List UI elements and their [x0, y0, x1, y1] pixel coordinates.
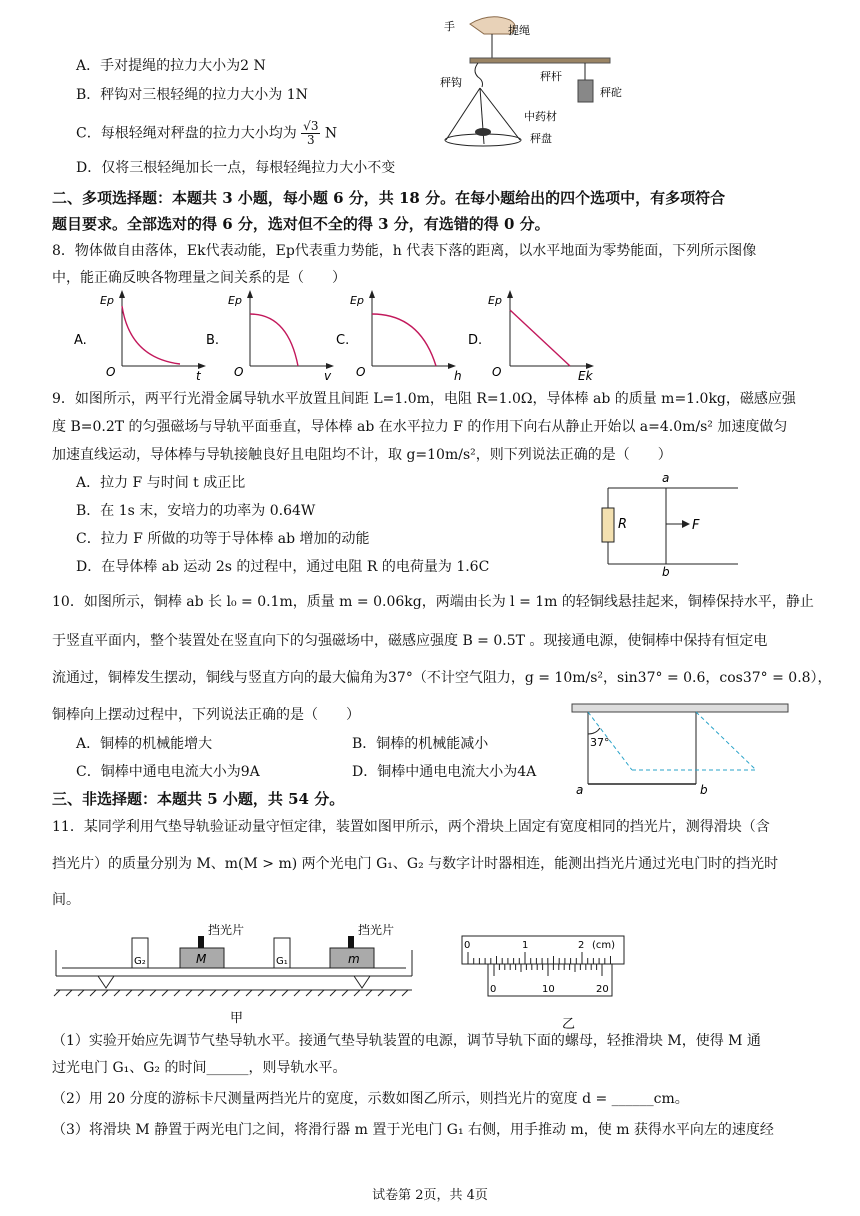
graph-c-curve	[372, 314, 436, 366]
q7-option-c-fraction: $\frac{√3}{3}$	[303, 119, 319, 147]
q8-graphs	[70, 288, 630, 384]
q10-option-b: B．铜棒的机械能减小	[352, 736, 489, 752]
graph-d-line	[510, 310, 570, 366]
svg-text:G₁: G₁	[276, 956, 288, 967]
q11-part2: （2）用 20 分度的游标卡尺测量两挡光片的宽度，示数如图乙所示，则挡光片的宽度 d = ______cm。	[52, 1091, 689, 1107]
q11-line1: 11．某同学利用气垫导轨验证动量守恒定律，装置如图甲所示，两个滑块上固定有宽度相同的挡光片，测得滑块（含	[52, 819, 770, 835]
q11-part1-line2: 过光电门 G₁、G₂ 的时间______，则导轨水平。	[52, 1060, 347, 1076]
page-footer: 试卷第 2页，共 4页	[372, 1188, 488, 1203]
svg-text:甲: 甲	[230, 1011, 244, 1026]
svg-text:37°: 37°	[590, 736, 610, 749]
air-track-figure-jia	[52, 922, 424, 1030]
q9-option-a: A．拉力 F 与时间 t 成正比	[76, 475, 246, 491]
q7-option-c-text: C．每根轻绳对秤盘的拉力大小均为	[76, 125, 297, 142]
q11-line3: 间。	[52, 892, 80, 908]
q10-option-a: A．铜棒的机械能增大	[76, 736, 213, 752]
svg-text:乙: 乙	[562, 1017, 576, 1032]
q9-circuit-figure	[596, 468, 746, 578]
svg-text:O: O	[106, 365, 116, 379]
svg-text:b: b	[700, 783, 708, 797]
label-hook: 秤钩	[440, 76, 462, 89]
q9-option-d: D．在导体棒 ab 运动 2s 的过程中，通过电阻 R 的电荷量为 1.6C	[76, 559, 490, 575]
ceiling	[572, 704, 788, 712]
svg-text:F: F	[692, 518, 700, 533]
label-herb: 中药材	[524, 110, 557, 123]
svg-text:Ep: Ep	[228, 294, 242, 307]
q8-line1: 8．物体做自由落体，Ek代表动能，Ep代表重力势能，h 代表下落的距离，以水平地面为零势能面，下列所示图像	[52, 243, 757, 259]
herb-shape	[475, 128, 491, 136]
steelyard-figure	[440, 4, 660, 154]
svg-text:挡光片: 挡光片	[208, 923, 245, 937]
q11-part1-line1: （1）实验开始应先调节气垫导轨水平。接通气垫导轨装置的电源，调节导轨下面的螺母，轻推滑块 M，使得 M 通	[52, 1033, 761, 1049]
weight-rect	[578, 80, 593, 102]
svg-text:t: t	[196, 369, 201, 383]
q10-option-d: D．铜棒中通电电流大小为4A	[352, 764, 537, 780]
svg-text:0: 0	[490, 984, 497, 995]
svg-text:挡光片: 挡光片	[358, 923, 395, 937]
svg-text:h: h	[454, 369, 462, 383]
svg-text:D.: D.	[468, 333, 483, 348]
q10-line2: 于竖直平面内，整个装置处在竖直向下的匀强磁场中，磁感应强度 B = 0.5T 。现接通电源，使铜棒中保持有恒定电	[52, 633, 768, 649]
svg-text:a: a	[576, 783, 584, 797]
svg-text:O: O	[234, 365, 244, 379]
vernier-figure-yi	[458, 934, 628, 1032]
q7-option-c	[76, 120, 337, 147]
graph-a-curve	[122, 306, 180, 364]
q9-option-b: B．在 1s 末，安培力的功率为 0.64W	[76, 503, 316, 519]
q7-option-a: A．手对提绳的拉力大小为2 N	[76, 58, 266, 74]
graph-b-curve	[250, 314, 298, 366]
section2-line2: 题目要求。全部选对的得 6 分，选对但不全的得 3 分，有选错的得 0 分。	[52, 215, 550, 233]
svg-text:C.: C.	[336, 333, 350, 348]
q9-line1: 9．如图所示，两平行光滑金属导轨水平放置且间距 L=1.0m，电阻 R=1.0Ω，导体棒 ab 的质量 m=1.0kg，磁感应强	[52, 391, 796, 407]
q10-option-c: C．铜棒中通电电流大小为9A	[76, 764, 260, 780]
section3-heading: 三、非选择题：本题共 5 小题，共 54 分。	[52, 790, 345, 808]
q7-option-b: B．秤钩对三根轻绳的拉力大小为 1N	[76, 87, 308, 103]
svg-text:G₂: G₂	[134, 956, 146, 967]
svg-text:10: 10	[542, 984, 555, 995]
q10-figure	[568, 700, 794, 800]
q10-line3: 流通过，铜棒发生摆动，铜线与竖直方向的最大偏角为37°（不计空气阻力，g = 10m/s²，sin37° = 0.6，cos37° = 0.8），	[52, 670, 832, 686]
svg-text:Ek: Ek	[578, 369, 593, 383]
q11-part3: （3）将滑块 M 静置于两光电门之间，将滑行器 m 置于光电门 G₁ 右侧，用手推动 m，使 m 获得水平向左的速度经	[52, 1122, 774, 1138]
q10-line1: 10．如图所示，铜棒 ab 长 l₀ = 0.1m，质量 m = 0.06kg，两端由长为 l = 1m 的轻铜线悬挂起来，铜棒保持水平，静止	[52, 594, 814, 610]
svg-text:B.: B.	[206, 333, 220, 348]
q11-line2: 挡光片）的质量分别为 M、m(M > m) 两个光电门 G₁、G₂ 与数字计时器相连，能测出挡光片通过光电门时的挡光时	[52, 856, 779, 872]
svg-text:(cm): (cm)	[592, 940, 616, 951]
label-beam: 秤杆	[540, 70, 562, 83]
svg-text:2: 2	[578, 940, 585, 951]
svg-text:1: 1	[522, 940, 529, 951]
beam-rect	[470, 58, 610, 63]
q9-line3: 加速直线运动，导体棒与导轨接触良好且电阻均不计，取 g=10m/s²，则下列说法正确的是（ ）	[52, 447, 672, 463]
svg-text:0: 0	[464, 940, 471, 951]
resistor	[602, 508, 614, 542]
svg-text:O: O	[356, 365, 366, 379]
q9-line2: 度 B=0.2T 的匀强磁场与导轨平面垂直，导体棒 ab 在水平拉力 F 的作用下向右从静止开始以 a=4.0m/s² 加速度做匀	[52, 419, 788, 435]
svg-text:b: b	[662, 565, 670, 578]
svg-text:R: R	[618, 517, 628, 532]
q9-option-c: C．拉力 F 所做的功等于导体棒 ab 增加的动能	[76, 531, 370, 547]
svg-text:O: O	[492, 365, 502, 379]
graph-a-label: A.	[74, 333, 87, 348]
q7-option-c-unit: N	[324, 125, 338, 142]
label-weight: 秤砣	[600, 86, 622, 99]
svg-text:a: a	[662, 471, 670, 485]
svg-text:m: m	[348, 952, 360, 966]
svg-text:20: 20	[596, 984, 609, 995]
label-pan: 秤盘	[530, 132, 552, 145]
q10-line4: 铜棒向上摆动过程中，下列说法正确的是（ ）	[52, 707, 360, 723]
svg-text:M: M	[196, 952, 207, 966]
svg-text:Ep: Ep	[488, 294, 502, 307]
svg-text:v: v	[324, 369, 332, 383]
hook-shape	[475, 63, 483, 87]
q8-line2: 中，能正确反映各物理量之间关系的是（ ）	[52, 270, 346, 286]
section2-line1: 二、多项选择题：本题共 3 小题，每小题 6 分，共 18 分。在每小题给出的四个选项中，有多项符合	[52, 189, 726, 207]
label-hand: 手	[444, 20, 455, 33]
q7-option-d: D．仅将三根轻绳加长一点，每根轻绳拉力大小不变	[76, 160, 396, 176]
svg-text:Ep: Ep	[100, 294, 114, 307]
label-rope: 提绳	[508, 24, 530, 37]
svg-text:Ep: Ep	[350, 294, 364, 307]
